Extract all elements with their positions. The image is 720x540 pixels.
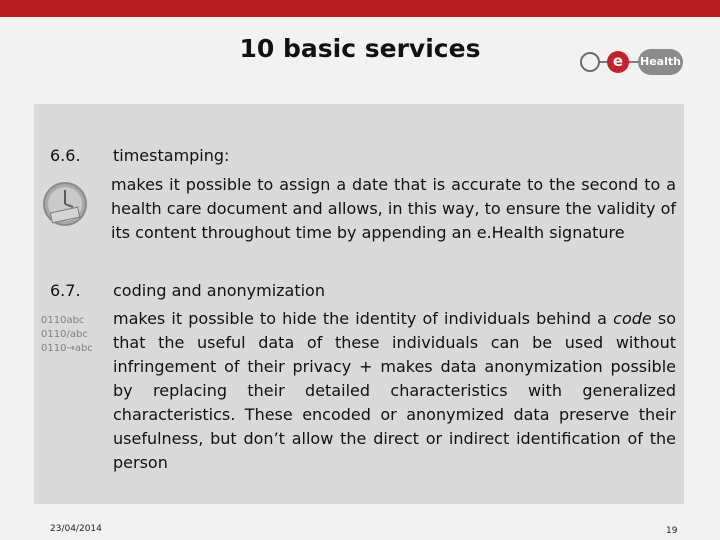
logo-health-badge: Health — [638, 49, 683, 75]
code-line: 0110/abc — [41, 329, 88, 340]
section-text-coding — [113, 307, 676, 475]
code-line: 0110→abc — [41, 343, 93, 354]
page-number: 19 — [666, 526, 678, 536]
section-number-coding: 6.7. — [50, 281, 81, 300]
top-red-bar — [0, 0, 720, 17]
section-text-timestamping: makes it possible to assign a date that is accurate to the second to a health care document and allows, in this way, to ensure the validity of its content throughout time by appending an e.Health signature — [111, 175, 676, 242]
text-segment: so that the useful data of these individuals can be used without infringement of their privacy + makes data anonymization possible by replacing their detailed characteristics with generalized characteristics. These encoded or anonymized data preserve their usefulness, but don’t allow the direct or indirect identification of the person — [113, 309, 677, 472]
footer-date: 23/04/2014 — [50, 524, 102, 534]
clock-stamp-icon — [41, 180, 93, 228]
slide-title: 10 basic services — [239, 34, 481, 63]
binary-code-icon — [41, 314, 95, 356]
section-heading-timestamping: timestamping: — [113, 146, 230, 165]
section-number-timestamping: 6.6. — [50, 146, 81, 165]
section-heading-coding: coding and anonymization — [113, 281, 325, 300]
ehealth-logo — [578, 46, 688, 78]
logo-ring-icon — [580, 52, 600, 72]
italic-code-word: code — [613, 309, 652, 328]
logo-e-badge: e — [607, 51, 629, 73]
text-segment: makes it possible to hide the identity of individuals behind a — [113, 309, 614, 328]
code-line: 0110abc — [41, 315, 85, 326]
